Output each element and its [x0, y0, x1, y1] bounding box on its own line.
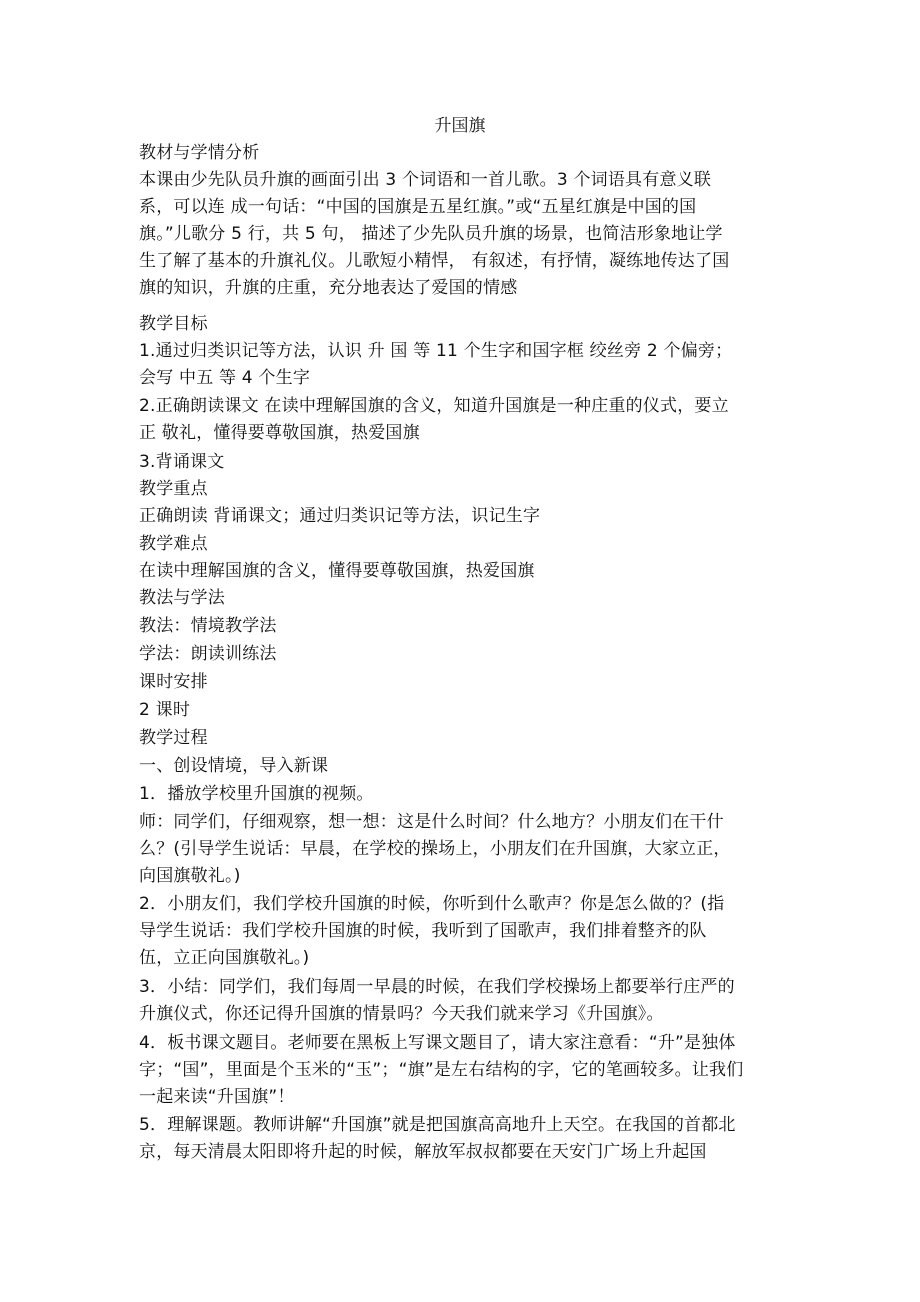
- document-line: 师：同学们，仔细观察，想一想：这是什么时间？什么地方？小朋友们在干什: [139, 812, 724, 832]
- document-line: 导学生说话：我们学校升国旗的时候，我听到了国歌声，我们排着整齐的队: [139, 921, 707, 941]
- document-line: 2 课时: [139, 700, 191, 720]
- document-line: 2．小朋友们，我们学校升国旗的时候，你听到什么歌声？你是怎么做的？(指: [139, 894, 725, 914]
- document-line: 3．小结：同学们，我们每周一早晨的时候，在我们学校操场上都要举行庄严的: [139, 977, 735, 997]
- document-line: 2.正确朗读课文 在读中理解国旗的含义，知道升国旗是一种庄重的仪式，要立: [139, 396, 729, 416]
- document-line: 生了解了基本的升旗礼仪。儿歌短小精悍， 有叙述，有抒情，凝练地传达了国: [139, 251, 730, 271]
- document-line: 向国旗敬礼。): [139, 866, 241, 886]
- document-line: 教法与学法: [139, 588, 225, 608]
- document-line: 教学难点: [139, 534, 208, 554]
- document-line: 正确朗读 背诵课文；通过归类识记等方法，识记生字: [139, 506, 541, 526]
- document-line: 正 敬礼，懂得要尊敬国旗，热爱国旗: [139, 423, 420, 443]
- document-line: 京，每天清晨太阳即将升起的时候，解放军叔叔都要在天安门广场上升起国: [139, 1142, 707, 1162]
- document-line: 升旗仪式，你还记得升国旗的情景吗？今天我们就来学习《升国旗》。: [139, 1004, 664, 1024]
- document-line: 教法：情境教学法: [139, 616, 277, 636]
- document-line: 在读中理解国旗的含义，懂得要尊敬国旗，热爱国旗: [139, 561, 535, 581]
- document-line: 教学过程: [139, 728, 208, 748]
- document-line: 5．理解课题。教师讲解“升国旗”就是把国旗高高地升上天空。在我国的首都北: [139, 1115, 736, 1135]
- document-line: 么？(引导学生说话：早晨，在学校的操场上，小朋友们在升国旗，大家立正，: [139, 839, 731, 859]
- document-line: 教材与学情分析: [139, 143, 260, 163]
- document-line: 教学重点: [139, 479, 208, 499]
- document-line: 系，可以连 成一句话：“中国的国旗是五星红旗。”或“五星红旗是中国的国: [139, 197, 697, 217]
- document-line: 伍，立正向国旗敬礼。): [139, 948, 310, 968]
- document-line: 4．板书课文题目。老师要在黑板上写课文题目了，请大家注意看：“升”是独体: [139, 1033, 736, 1053]
- document-line: 本课由少先队员升旗的画面引出 3 个词语和一首儿歌。3 个词语具有意义联: [139, 170, 712, 190]
- document-line: 字；“国”，里面是个玉米的“玉”；“旗”是左右结构的字，它的笔画较多。让我们: [139, 1060, 744, 1080]
- document-line: 旗的知识，升旗的庄重，充分地表达了爱国的情感: [139, 278, 518, 298]
- document-line: 一、创设情境，导入新课: [139, 756, 329, 776]
- document-line: 3.背诵课文: [139, 452, 225, 472]
- document-title: 升国旗: [434, 116, 486, 136]
- document-line: 学法：朗读训练法: [139, 644, 277, 664]
- document-line: 旗。”儿歌分 5 行，共 5 句， 描述了少先队员升旗的场景，也简洁形象地让学: [139, 224, 723, 244]
- document-line: 1.通过归类识记等方法，认识 升 国 等 11 个生字和国字框 绞丝旁 2 个偏旁；: [139, 341, 733, 361]
- document-line: 一起来读“升国旗”！: [139, 1087, 295, 1107]
- document-line: 教学目标: [139, 314, 208, 334]
- document-line: 会写 中五 等 4 个生字: [139, 368, 311, 388]
- document-line: 1．播放学校里升国旗的视频。: [139, 784, 374, 804]
- document-line: 课时安排: [139, 672, 208, 692]
